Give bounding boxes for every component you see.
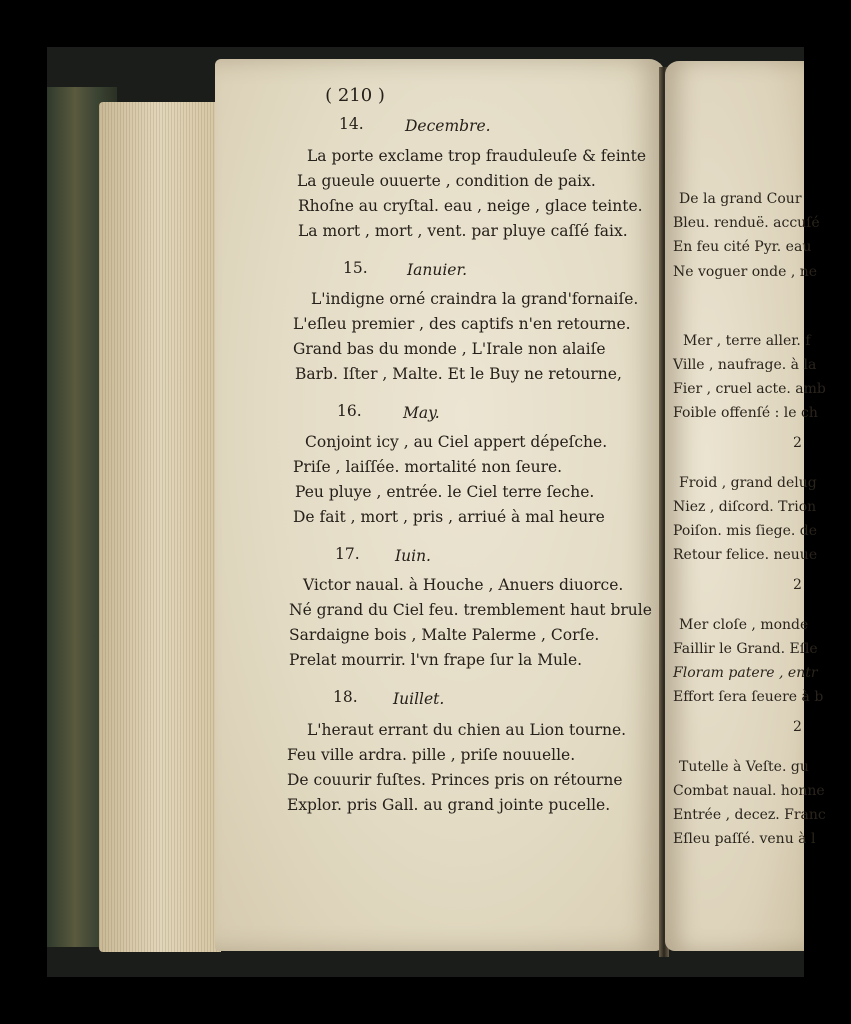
verse-fragment: Entrée , decez. Franc xyxy=(673,807,826,823)
verse-line: Priſe , laiſſée. mortalité non ſeure. xyxy=(293,458,563,476)
verse-line: Feu ville ardra. pille , priſe nouuelle. xyxy=(287,746,576,764)
quatrain-month: Decembre. xyxy=(405,117,491,135)
book-photo xyxy=(47,47,826,977)
verse-fragment: Effort ſera ſeuere à b xyxy=(673,689,824,705)
verse-fragment: De la grand Cour xyxy=(679,191,802,207)
verse-fragment: Eſleu paſſé. venu à l xyxy=(673,831,816,847)
verse-line: La mort , mort , vent. par pluye caſſé faix. xyxy=(298,222,628,240)
quatrain-month: Ianuier. xyxy=(407,261,468,279)
page-edges xyxy=(99,102,221,952)
left-page xyxy=(215,59,665,951)
page-number: ( 210 ) xyxy=(325,85,385,106)
verse-fragment: Ville , naufrage. à la xyxy=(673,357,817,373)
verse-line: Explor. pris Gall. au grand jointe pucelle. xyxy=(287,796,611,814)
verse-line: Né grand du Ciel feu. tremblement haut brule xyxy=(289,601,652,619)
quatrain-number: 16. xyxy=(337,402,362,420)
verse-line: Barb. Iſter , Malte. Et le Buy ne retourne, xyxy=(295,365,622,383)
verse-fragment: Ne voguer onde , ne xyxy=(673,264,818,280)
verse-line: Grand bas du monde , L'Irale non alaiſe xyxy=(293,340,606,358)
verse-line: L'heraut errant du chien au Lion tourne. xyxy=(307,721,627,739)
verse-fragment: En feu cité Pyr. eau xyxy=(673,239,812,255)
right-page xyxy=(665,61,826,951)
verse-fragment: Floram patere , entr xyxy=(673,665,818,681)
verse-line: Conjoint icy , au Ciel appert dépeſche. xyxy=(305,433,608,451)
quatrain-number-fragment: 2 xyxy=(793,577,802,593)
quatrain-number: 14. xyxy=(339,115,364,133)
verse-line: De couurir fuſtes. Princes pris on rétourne xyxy=(287,771,623,789)
quatrain-month: May. xyxy=(403,404,440,422)
quatrain-month: Iuin. xyxy=(395,547,431,565)
quatrain-number-fragment: 2 xyxy=(793,435,802,451)
verse-line: Rhoſne au cryſtal. eau , neige , glace teinte. xyxy=(298,197,643,215)
verse-line: La porte exclame trop frauduleuſe & feinte xyxy=(307,147,647,165)
verse-fragment: Froid , grand delug xyxy=(679,475,817,491)
quatrain-number: 18. xyxy=(333,688,358,706)
verse-fragment: Mer cloſe , monde xyxy=(679,617,809,633)
verse-fragment: Mer , terre aller. f xyxy=(683,333,811,349)
verse-line: Victor naual. à Houche , Anuers diuorce. xyxy=(303,576,624,594)
verse-line: Sardaigne bois , Malte Palerme , Corſe. xyxy=(289,626,600,644)
verse-fragment: Combat naual. honne xyxy=(673,783,825,799)
verse-fragment: Foible offenſé : le ch xyxy=(673,405,818,421)
verse-line: De fait , mort , pris , arriué à mal heure xyxy=(293,508,605,526)
verse-fragment: Fier , cruel acte. amb xyxy=(673,381,826,397)
verse-fragment: Faillir le Grand. Eſle xyxy=(673,641,818,657)
verse-fragment: Tutelle à Veſte. gu xyxy=(679,759,809,775)
verse-line: Prelat mourrir. l'vn frape ſur la Mule. xyxy=(289,651,583,669)
verse-line: La gueule ouuerte , condition de paix. xyxy=(297,172,596,190)
verse-fragment: Bleu. renduë. accuſé xyxy=(673,215,820,231)
verse-fragment: Retour felice. neuue xyxy=(673,547,818,563)
verse-line: L'indigne orné craindra la grand'fornaiſe. xyxy=(311,290,639,308)
quatrain-number: 15. xyxy=(343,259,368,277)
quatrain-month: Iuillet. xyxy=(393,690,445,708)
verse-fragment: Poiſon. mis ſiege. de xyxy=(673,523,818,539)
verse-line: L'eſleu premier , des captifs n'en retourne. xyxy=(293,315,631,333)
quatrain-number-fragment: 2 xyxy=(793,719,802,735)
verse-fragment: Niez , diſcord. Trion xyxy=(673,499,817,515)
verse-line: Peu pluye , entrée. le Ciel terre ſeche. xyxy=(295,483,595,501)
quatrain-number: 17. xyxy=(335,545,360,563)
